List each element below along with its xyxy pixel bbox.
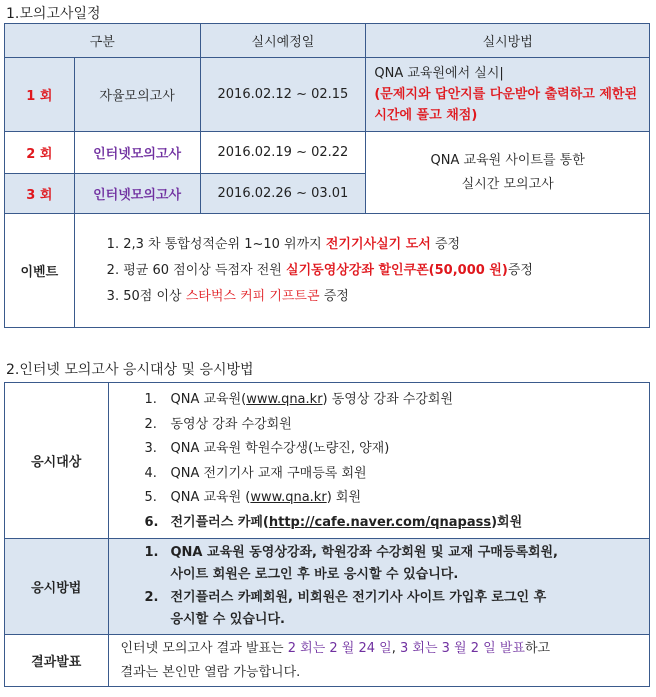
result-line1 bbox=[121, 637, 650, 661]
target-item-num: 4. bbox=[144, 465, 157, 481]
round-2-name: 인터넷모의고사 bbox=[74, 132, 200, 174]
target-item-text: 전기플러스 카페( bbox=[170, 514, 269, 530]
target-list bbox=[108, 383, 650, 539]
round-3: 3 회 bbox=[5, 174, 75, 214]
event-item-text: 50점 이상 bbox=[123, 288, 186, 304]
event-item-highlight: 실기동영상강좌 할인쿠폰(50,000 원) bbox=[286, 262, 508, 278]
event-item-highlight: 전기기사실기 도서 bbox=[325, 236, 431, 252]
event-list bbox=[74, 214, 649, 328]
result-round2: 2 회는 2 월 24 일 bbox=[287, 640, 392, 656]
result-post: 하고 bbox=[524, 640, 551, 656]
cafe-link[interactable]: http://cafe.naver.com/qnapass bbox=[268, 514, 492, 530]
section2-title: 2.인터넷 모의고사 응시대상 및 응시방법 bbox=[6, 362, 254, 378]
event-item-highlight: 스타벅스 커피 기프트콘 bbox=[185, 288, 320, 304]
event-label: 이벤트 bbox=[5, 214, 75, 328]
result-label: 결과발표 bbox=[5, 635, 109, 687]
target-item bbox=[145, 413, 650, 438]
method-item-text: 전기플러스 카페회원, 비회원은 전기기사 사이트 가입후 로그인 후 bbox=[170, 589, 547, 605]
event-item bbox=[107, 284, 649, 310]
online-method bbox=[366, 132, 650, 214]
target-label: 응시대상 bbox=[5, 383, 109, 539]
event-item-suffix: 증정 bbox=[430, 236, 461, 252]
round-1-method-line: QNA 교육원에서 실시| bbox=[374, 66, 504, 81]
method-item-cont: 응시할 수 있습니다. bbox=[170, 612, 285, 627]
application-table bbox=[4, 382, 650, 687]
target-item-text: QNA 교육원( bbox=[170, 392, 247, 407]
result-text bbox=[108, 635, 650, 687]
target-item bbox=[145, 462, 650, 487]
target-item-suffix: ) 동영상 강좌 수강회원 bbox=[322, 392, 454, 407]
round-1-date: 2016.02.12 ~ 02.15 bbox=[200, 58, 366, 132]
result-round3: 3 회는 3 월 2 일 발표 bbox=[399, 640, 525, 656]
event-item bbox=[107, 258, 649, 284]
result-line2: 결과는 본인만 열람 가능합니다. bbox=[120, 664, 301, 680]
event-item bbox=[107, 232, 649, 258]
header-date: 실시예정일 bbox=[200, 24, 366, 58]
target-item-num: 2. bbox=[144, 416, 157, 432]
target-item bbox=[145, 511, 650, 536]
method-item-num: 2. bbox=[144, 589, 159, 605]
target-item-text: QNA 전기기사 교재 구매등록 회원 bbox=[170, 465, 367, 481]
event-item-num: 1. bbox=[106, 236, 120, 252]
event-item-text: 평균 60 점이상 득점자 전원 bbox=[123, 262, 287, 278]
event-item-num: 2. bbox=[106, 262, 120, 278]
round-1-name: 자율모의고사 bbox=[74, 58, 200, 132]
target-item bbox=[145, 486, 650, 511]
method-item-text: QNA 교육원 동영상강좌, 학원강좌 수강회원 및 교재 구매등록회원, bbox=[170, 544, 559, 560]
target-item-num: 1. bbox=[144, 392, 157, 407]
online-method-line1: QNA 교육원 사이트를 통한 bbox=[430, 152, 585, 168]
online-method-line2: 실시간 모의고사 bbox=[461, 176, 554, 192]
header-category: 구분 bbox=[5, 24, 201, 58]
event-item-num: 3. bbox=[106, 288, 120, 304]
target-item bbox=[145, 437, 650, 462]
event-item-suffix: 증정 bbox=[319, 288, 349, 304]
round-2-date: 2016.02.19 ~ 02.22 bbox=[200, 132, 366, 174]
method-item bbox=[145, 587, 650, 610]
target-item-suffix: ) 회원 bbox=[326, 490, 362, 505]
qna-link[interactable]: www.qna.kr bbox=[250, 490, 327, 505]
round-2: 2 회 bbox=[5, 132, 75, 174]
target-item bbox=[145, 388, 650, 413]
method-label: 응시방법 bbox=[5, 539, 109, 635]
target-item-text: QNA 교육원 ( bbox=[170, 490, 251, 505]
round-3-date: 2016.02.26 ~ 03.01 bbox=[200, 174, 366, 214]
round-1: 1 회 bbox=[5, 58, 75, 132]
result-pre: 인터넷 모의고사 결과 발표는 bbox=[120, 640, 288, 656]
schedule-table bbox=[4, 23, 650, 328]
header-method: 실시방법 bbox=[366, 24, 650, 58]
result-sep: , bbox=[391, 640, 400, 656]
round-3-name: 인터넷모의고사 bbox=[74, 174, 200, 214]
method-list bbox=[108, 539, 650, 635]
event-item-text: 2,3 차 통합성적순위 1~10 위까지 bbox=[123, 236, 326, 252]
target-item-suffix: )회원 bbox=[491, 514, 523, 530]
round-1-method-note: (문제지와 답안지를 다운받아 출력하고 제한된 시간에 풀고 채점) bbox=[374, 87, 638, 123]
target-item-text: 동영상 강좌 수강회원 bbox=[170, 416, 292, 432]
method-item-num: 1. bbox=[144, 544, 159, 560]
method-item bbox=[145, 542, 650, 565]
section1-title: 1.모의고사일정 bbox=[6, 6, 101, 22]
round-1-method bbox=[366, 58, 650, 132]
target-item-num: 5. bbox=[144, 490, 157, 505]
target-item-num: 3. bbox=[144, 441, 157, 456]
target-item-num: 6. bbox=[144, 514, 159, 530]
qna-link[interactable]: www.qna.kr bbox=[246, 392, 323, 407]
target-item-text: QNA 교육원 학원수강생(노량진, 양재) bbox=[170, 441, 390, 456]
method-item-cont: 사이트 회원은 로그인 후 바로 응시할 수 있습니다. bbox=[170, 567, 459, 582]
event-item-suffix: 증정 bbox=[507, 262, 533, 278]
